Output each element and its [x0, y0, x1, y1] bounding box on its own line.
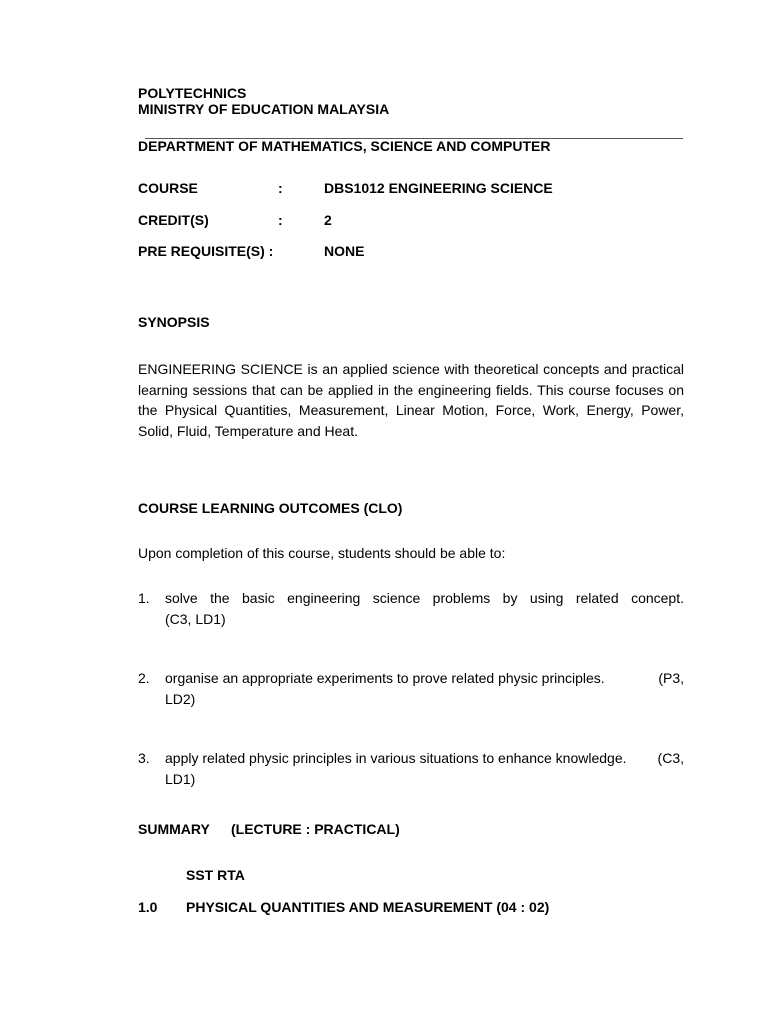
clo-item — [165, 668, 684, 710]
clo-item-tag: (C3, — [657, 750, 684, 766]
summary-heading-detail: (LECTURE : PRACTICAL) — [231, 821, 400, 837]
topic-number: 1.0 — [138, 899, 158, 915]
header-polytechnics: POLYTECHNICS — [138, 85, 247, 101]
clo-heading: COURSE LEARNING OUTCOMES (CLO) — [138, 500, 403, 516]
synopsis-line: the Physical Quantities, Measurement, Linear Motion, Force, Work, Energy, Power, — [138, 402, 684, 418]
clo-item-code: (C3, LD1) — [165, 611, 226, 627]
synopsis-line: Solid, Fluid, Temperature and Heat. — [138, 422, 358, 439]
synopsis-paragraph — [138, 359, 684, 441]
synopsis-line: ENGINEERING SCIENCE is an applied science with theoretical concepts and practical — [138, 361, 684, 377]
clo-item-text: solve the basic engineering science problems by using related concept. — [165, 590, 684, 606]
clo-item-number: 2. — [138, 670, 150, 686]
clo-item-number: 1. — [138, 590, 150, 606]
clo-intro: Upon completion of this course, students should be able to: — [138, 545, 506, 561]
synopsis-heading: SYNOPSIS — [138, 314, 210, 330]
clo-item-code: LD1) — [165, 771, 196, 787]
topic-title: PHYSICAL QUANTITIES AND MEASUREMENT (04 : 02) — [186, 899, 550, 915]
clo-item-tag: (P3, — [658, 670, 684, 686]
course-label: COURSE — [138, 180, 198, 196]
credit-value: 2 — [324, 212, 332, 228]
summary-heading: SUMMARY — [138, 821, 210, 837]
prereq-label: PRE REQUISITE(S) : — [138, 243, 274, 259]
department-title: DEPARTMENT OF MATHEMATICS, SCIENCE AND COMPUTER — [138, 138, 551, 154]
synopsis-line: learning sessions that can be applied in the engineering fields. This course focuses on — [138, 381, 684, 398]
prereq-value: NONE — [324, 243, 365, 259]
clo-item-text: organise an appropriate experiments to prove related physic principles. — [165, 670, 605, 686]
header-ministry: MINISTRY OF EDUCATION MALAYSIA — [138, 101, 390, 117]
clo-item — [165, 748, 684, 790]
credit-colon: : — [278, 212, 283, 228]
clo-item-code: LD2) — [165, 691, 196, 707]
clo-item — [165, 588, 684, 630]
credit-label: CREDIT(S) — [138, 212, 209, 228]
clo-item-number: 3. — [138, 750, 150, 766]
course-value: DBS1012 ENGINEERING SCIENCE — [324, 180, 553, 196]
course-colon: : — [278, 180, 283, 196]
summary-columns: SST RTA — [186, 867, 245, 883]
clo-item-text: apply related physic principles in various situations to enhance knowledge. — [165, 750, 627, 766]
